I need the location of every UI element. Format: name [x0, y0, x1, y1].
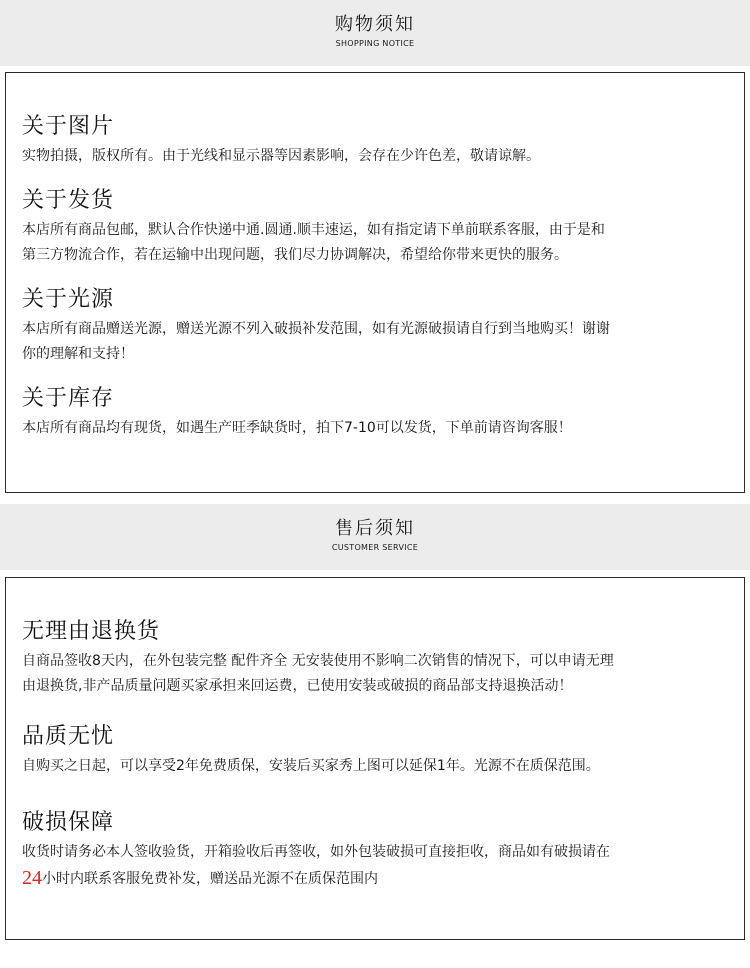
customer-service-title: 售后须知: [335, 518, 415, 539]
shopping-notice-box: [5, 72, 745, 493]
section-light-source: [22, 286, 738, 367]
highlight-24: 24: [22, 867, 42, 889]
section-heading: 关于光源: [22, 287, 115, 312]
customer-service-subtitle: CUSTOMER SERVICE: [331, 543, 419, 552]
section-heading: 品质无忧: [22, 724, 115, 749]
section-pictures: [22, 113, 738, 169]
section-quality: [22, 723, 738, 779]
section-shipping: [22, 187, 738, 268]
section-text: 本店所有商品均有现货，如遇生产旺季缺货时，拍下7-10可以发货，下单前请咨询客服！: [22, 420, 572, 436]
section-return: [22, 618, 738, 699]
customer-service-header: [0, 504, 750, 570]
section-heading: 关于库存: [22, 386, 115, 411]
section-text: 自购买之日起，可以享受2年免费质保，安装后买家秀上图可以延保1年。光源不在质保范围。: [22, 758, 600, 774]
section-heading: 无理由退换货: [22, 619, 161, 644]
section-text: 本店所有商品赠送光源，赠送光源不列入破损补发范围，如有光源破损请自行到当地购买！谢谢 你的理解和支持！: [22, 321, 610, 362]
shopping-notice-header: [0, 0, 750, 66]
section-heading: 关于图片: [22, 114, 115, 139]
section-text: 自商品签收8天内，在外包装完整 配件齐全 无安装使用不影响二次销售的情况下，可以申请无理 由退换货,非产品质量问题买家承担来回运费，已使用安装或破损的商品部支持退换活动！: [22, 653, 614, 694]
section-text: 收货时请务必本人签收验货，开箱验收后再签收，如外包装破损可直接拒收，商品如有破损请在 24小时内联系客服免费补发，赠送品光源不在质保范围内: [22, 844, 610, 889]
section-heading: 破损保障: [22, 810, 115, 835]
section-stock: [22, 385, 738, 441]
section-heading: 关于发货: [22, 188, 115, 213]
shopping-notice-subtitle: SHOPPING NOTICE: [335, 39, 415, 48]
customer-service-box: [5, 577, 745, 940]
section-damage: [22, 809, 738, 892]
section-text: 本店所有商品包邮，默认合作快递中通.圆通.顺丰速运，如有指定请下单前联系客服，由于是和 第三方物流合作，若在运输中出现问题，我们尽力协调解决，希望给你带来更快的服务。: [22, 222, 605, 263]
shopping-notice-title: 购物须知: [335, 14, 415, 35]
section-text: 实物拍摄，版权所有。由于光线和显示器等因素影响，会存在少许色差，敬请谅解。: [22, 148, 540, 164]
